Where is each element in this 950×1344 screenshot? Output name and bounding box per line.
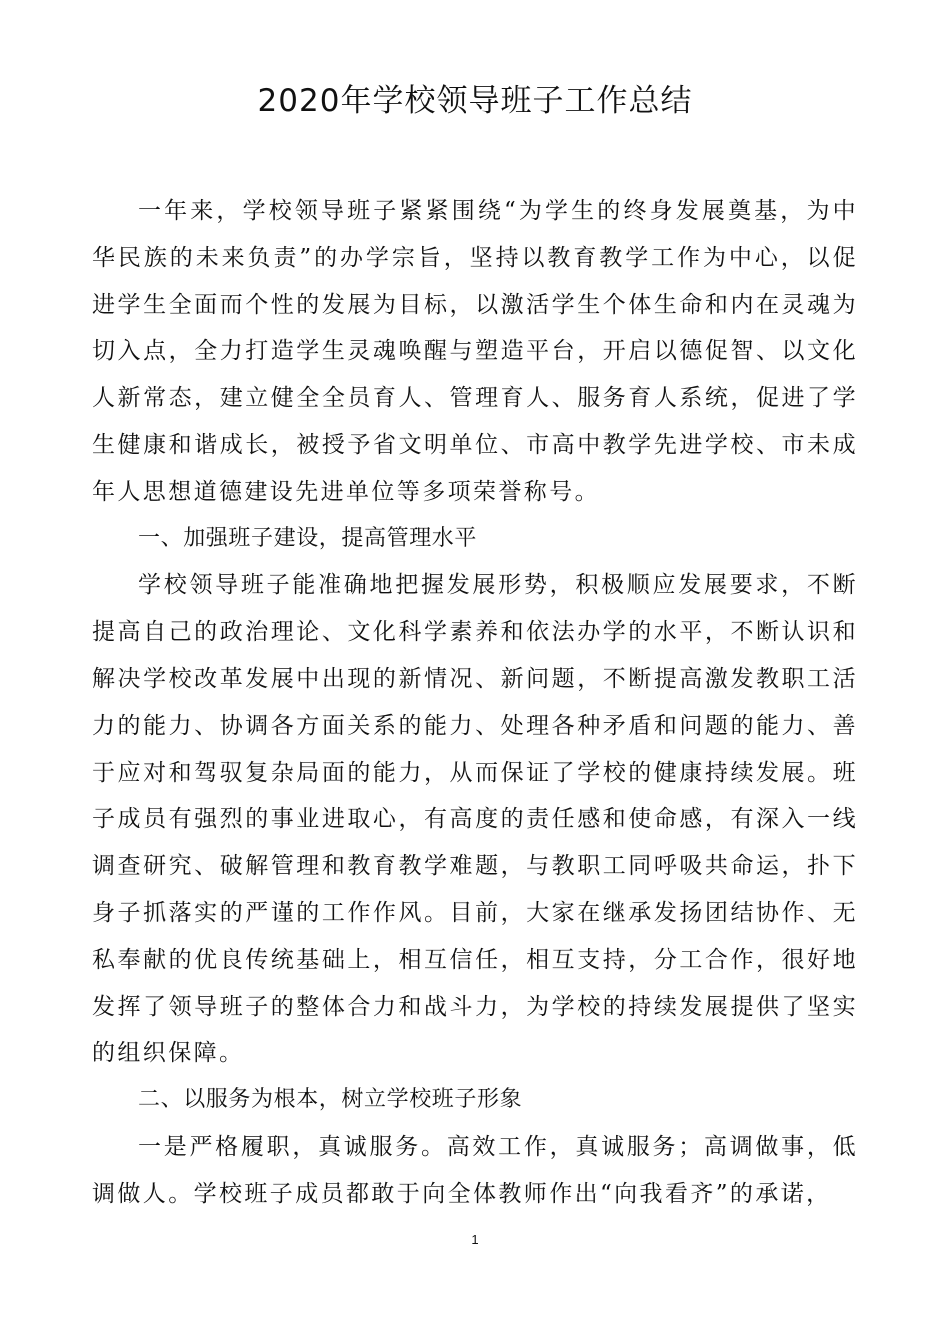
page-number: 1 [471, 1232, 479, 1247]
section-heading-1: 一、加强班子建设，提高管理水平 [138, 525, 478, 551]
paragraph-intro: 一年来，学校领导班子紧紧围绕“为学生的终身发展奠基，为中华民族的未来负责”的办学宗旨，坚持以教育教学工作为中心，以促进学生全面而个性的发展为目标，以激活学生个体生命和内在灵魂为切入点，全力打造学生灵魂唤醒与塑造平台，开启以德促智、以文化人新常态，建立健全全员育人、管理育人、服务育人系统，促进了学生健康和谐成长，被授予省文明单位、市高中教学先进学校、市未成年人思想道德建设先进单位等多项荣誉称号。 [92, 198, 858, 505]
page-title: 2020年学校领导班子工作总结 [257, 83, 693, 119]
paragraph-section-1: 学校领导班子能准确地把握发展形势，积极顺应发展要求，不断提高自己的政治理论、文化科学素养和依法办学的水平，不断认识和解决学校改革发展中出现的新情况、新问题，不断提高激发教职工活力的能力、协调各方面关系的能力、处理各种矛盾和问题的能力、善于应对和驾驭复杂局面的能力，从而保证了学校的健康持续发展。班子成员有强烈的事业进取心，有高度的责任感和使命感，有深入一线调查研究、破解管理和教育教学难题，与教职工同呼吸共命运，扑下身子抓落实的严谨的工作作风。目前，大家在继承发扬团结协作、无私奉献的优良传统基础上，相互信任，相互支持，分工合作，很好地发挥了领导班子的整体合力和战斗力，为学校的持续发展提供了坚实的组织保障。 [92, 572, 858, 1067]
section-heading-2: 二、以服务为根本，树立学校班子形象 [138, 1087, 523, 1113]
paragraph-section-2: 一是严格履职，真诚服务。高效工作，真诚服务；高调做事，低调做人。学校班子成员都敢于向全体教师作出“向我看齐”的承诺， [92, 1133, 858, 1207]
document-body [92, 188, 858, 1218]
